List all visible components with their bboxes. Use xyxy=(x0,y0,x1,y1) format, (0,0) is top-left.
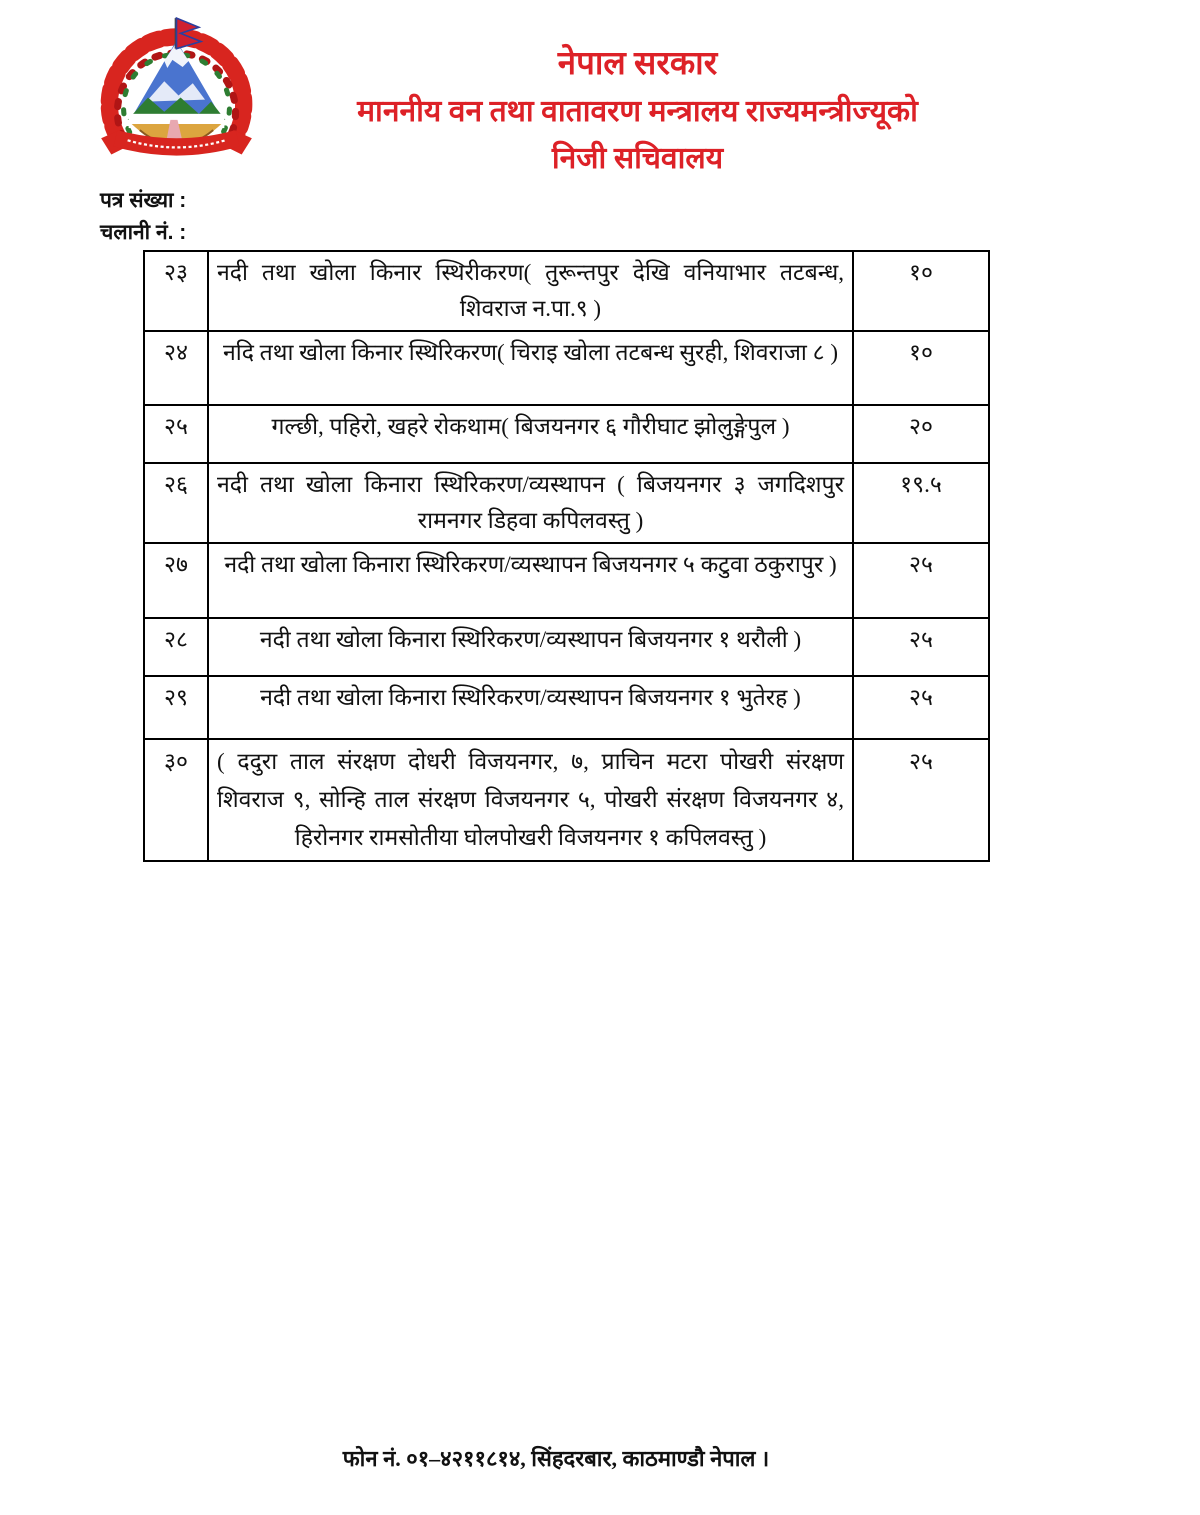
row-serial-number: २३ xyxy=(144,251,208,331)
ministry-title: माननीय वन तथा वातावरण मन्त्रालय राज्यमन्त्रीज्यूको xyxy=(357,95,918,128)
row-description: नदी तथा खोला किनारा स्थिरिकरण/व्यस्थापन बिजयनगर ५ कटुवा ठकुरापुर ) xyxy=(208,543,853,618)
government-title: नेपाल सरकार xyxy=(557,46,718,82)
projects-table-body xyxy=(144,251,989,861)
row-description: गल्छी, पहिरो, खहरे रोकथाम( बिजयनगर ६ गौरीघाट झोलुङ्गेपुल ) xyxy=(208,405,853,463)
row-description: नदी तथा खोला किनार स्थिरीकरण( तुरून्तपुर देखि वनियाभार तटबन्ध, शिवराज न.पा.९ ) xyxy=(208,251,853,331)
row-serial-number: २७ xyxy=(144,543,208,618)
row-description: नदि तथा खोला किनार स्थिरिकरण( चिराइ खोला तटबन्ध सुरही, शिवराजा ८ ) xyxy=(208,331,853,405)
table-row xyxy=(144,251,989,331)
row-description: नदी तथा खोला किनारा स्थिरिकरण/व्यस्थापन बिजयनगर १ थरौली ) xyxy=(208,618,853,676)
row-amount: २० xyxy=(853,405,989,463)
table-row xyxy=(144,676,989,739)
table-row xyxy=(144,543,989,618)
row-amount: १० xyxy=(853,331,989,405)
dispatch-number-label: चलानी नं. : xyxy=(100,221,187,244)
projects-table xyxy=(143,250,990,862)
row-serial-number: २६ xyxy=(144,463,208,543)
table-row xyxy=(144,618,989,676)
table-row xyxy=(144,463,989,543)
row-serial-number: २४ xyxy=(144,331,208,405)
row-description: ( ददुरा ताल संरक्षण दोधरी विजयनगर, ७, प्राचिन मटरा पोखरी संरक्षण शिवराज ९, सोन्हि ताल संरक्षण विजयनगर ५, पोखरी संरक्षण विजयनगर ४, हिरोनगर रामसोतीया घोलपोखरी विजयनगर १ कपिलवस्तु ) xyxy=(208,739,853,861)
table-row xyxy=(144,739,989,861)
table-row xyxy=(144,331,989,405)
row-amount: २५ xyxy=(853,739,989,861)
row-description: नदी तथा खोला किनारा स्थिरिकरण/व्यस्थापन ( बिजयनगर ३ जगदिशपुर रामनगर डिहवा कपिलवस्तु ) xyxy=(208,463,853,543)
row-amount: १९.५ xyxy=(853,463,989,543)
row-serial-number: ३० xyxy=(144,739,208,861)
row-serial-number: २९ xyxy=(144,676,208,739)
letterhead xyxy=(0,40,1200,182)
row-amount: २५ xyxy=(853,543,989,618)
letter-number-label: पत्र संख्या : xyxy=(100,189,187,212)
row-amount: १० xyxy=(853,251,989,331)
row-serial-number: २८ xyxy=(144,618,208,676)
row-serial-number: २५ xyxy=(144,405,208,463)
footer-contact: फोन नं. ०१–४२११८१४, सिंहदरबार, काठमाण्डौ नेपाल । xyxy=(342,1446,770,1471)
row-description: नदी तथा खोला किनारा स्थिरिकरण/व्यस्थापन बिजयनगर १ भुतेरह ) xyxy=(208,676,853,739)
row-amount: २५ xyxy=(853,676,989,739)
secretariat-title: निजी सचिवालय xyxy=(551,142,724,175)
table-row xyxy=(144,405,989,463)
row-amount: २५ xyxy=(853,618,989,676)
reference-block xyxy=(100,185,186,249)
